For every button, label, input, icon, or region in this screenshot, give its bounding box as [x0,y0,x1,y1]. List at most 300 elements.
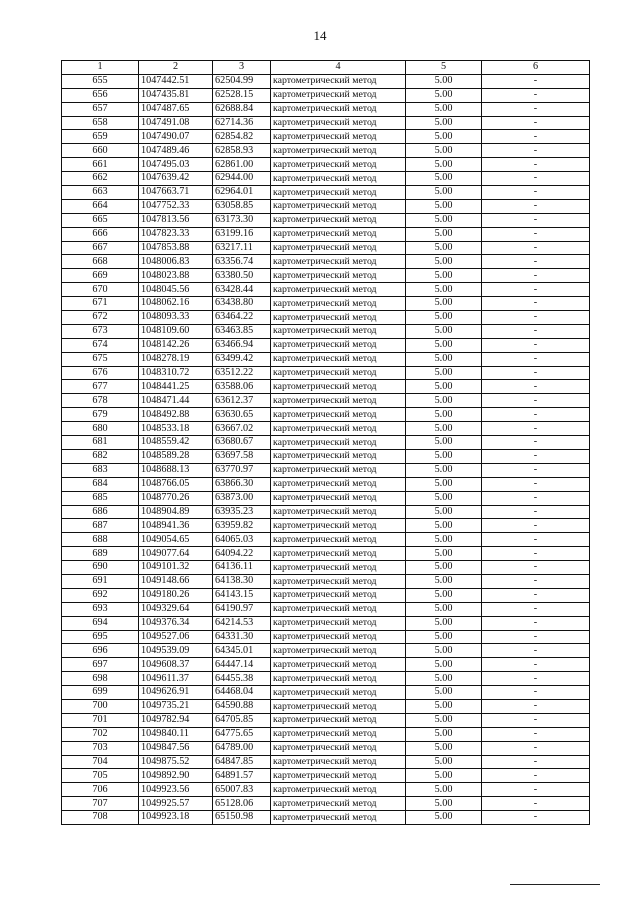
method-cell: картометрический метод [271,616,406,630]
x-coordinate-cell: 1047435.81 [139,88,213,102]
accuracy-cell: 5.00 [406,574,482,588]
point-number-cell: 667 [62,241,139,255]
column-header: 4 [271,61,406,75]
y-coordinate-cell: 63356.74 [213,255,271,269]
y-coordinate-cell: 63866.30 [213,477,271,491]
table-row [62,116,590,130]
y-coordinate-cell: 64590.88 [213,699,271,713]
point-number-cell: 656 [62,88,139,102]
accuracy-cell: 5.00 [406,241,482,255]
table-row [62,769,590,783]
description-cell: - [482,602,590,616]
point-number-cell: 670 [62,283,139,297]
method-cell: картометрический метод [271,144,406,158]
accuracy-cell: 5.00 [406,519,482,533]
x-coordinate-cell: 1048023.88 [139,269,213,283]
x-coordinate-cell: 1049608.37 [139,658,213,672]
method-cell: картометрический метод [271,769,406,783]
table-row [62,324,590,338]
method-cell: картометрический метод [271,241,406,255]
description-cell: - [482,213,590,227]
table-row [62,505,590,519]
method-cell: картометрический метод [271,741,406,755]
footer-rule [510,884,600,885]
accuracy-cell: 5.00 [406,449,482,463]
table-row [62,158,590,172]
x-coordinate-cell: 1048310.72 [139,366,213,380]
description-cell: - [482,547,590,561]
table-row [62,422,590,436]
table-row [62,311,590,325]
y-coordinate-cell: 63612.37 [213,394,271,408]
description-cell: - [482,436,590,450]
method-cell: картометрический метод [271,588,406,602]
table-row [62,630,590,644]
description-cell: - [482,144,590,158]
y-coordinate-cell: 63630.65 [213,408,271,422]
method-cell: картометрический метод [271,102,406,116]
description-cell: - [482,283,590,297]
method-cell: картометрический метод [271,88,406,102]
method-cell: картометрический метод [271,547,406,561]
description-cell: - [482,394,590,408]
method-cell: картометрический метод [271,699,406,713]
y-coordinate-cell: 63199.16 [213,227,271,241]
point-number-cell: 674 [62,338,139,352]
y-coordinate-cell: 64468.04 [213,686,271,700]
accuracy-cell: 5.00 [406,602,482,616]
table-row [62,727,590,741]
point-number-cell: 701 [62,713,139,727]
table-row [62,408,590,422]
description-cell: - [482,727,590,741]
accuracy-cell: 5.00 [406,491,482,505]
description-cell: - [482,408,590,422]
x-coordinate-cell: 1047442.51 [139,74,213,88]
coordinates-table [61,60,590,825]
method-cell: картометрический метод [271,227,406,241]
accuracy-cell: 5.00 [406,311,482,325]
point-number-cell: 692 [62,588,139,602]
page-number: 14 [313,28,327,43]
table-row [62,199,590,213]
x-coordinate-cell: 1048278.19 [139,352,213,366]
table-row [62,463,590,477]
y-coordinate-cell: 63217.11 [213,241,271,255]
accuracy-cell: 5.00 [406,644,482,658]
method-cell: картометрический метод [271,727,406,741]
description-cell: - [482,130,590,144]
table-row [62,213,590,227]
y-coordinate-cell: 64891.57 [213,769,271,783]
point-number-cell: 704 [62,755,139,769]
point-number-cell: 690 [62,561,139,575]
x-coordinate-cell: 1049847.56 [139,741,213,755]
header-row [62,61,590,75]
point-number-cell: 697 [62,658,139,672]
y-coordinate-cell: 65007.83 [213,783,271,797]
column-header: 6 [482,61,590,75]
table-row [62,241,590,255]
method-cell: картометрический метод [271,394,406,408]
accuracy-cell: 5.00 [406,213,482,227]
description-cell: - [482,477,590,491]
point-number-cell: 685 [62,491,139,505]
description-cell: - [482,783,590,797]
point-number-cell: 663 [62,186,139,200]
x-coordinate-cell: 1047813.56 [139,213,213,227]
table-row [62,574,590,588]
description-cell: - [482,769,590,783]
y-coordinate-cell: 64331.30 [213,630,271,644]
y-coordinate-cell: 62964.01 [213,186,271,200]
table-row [62,186,590,200]
method-cell: картометрический метод [271,519,406,533]
x-coordinate-cell: 1049892.90 [139,769,213,783]
x-coordinate-cell: 1048941.36 [139,519,213,533]
accuracy-cell: 5.00 [406,199,482,213]
description-cell: - [482,741,590,755]
accuracy-cell: 5.00 [406,158,482,172]
point-number-cell: 657 [62,102,139,116]
point-number-cell: 689 [62,547,139,561]
point-number-cell: 684 [62,477,139,491]
method-cell: картометрический метод [271,213,406,227]
x-coordinate-cell: 1047487.65 [139,102,213,116]
description-cell: - [482,324,590,338]
table-row [62,547,590,561]
table-row [62,380,590,394]
point-number-cell: 707 [62,797,139,811]
x-coordinate-cell: 1048589.28 [139,449,213,463]
x-coordinate-cell: 1047490.07 [139,130,213,144]
accuracy-cell: 5.00 [406,811,482,825]
column-header: 2 [139,61,213,75]
point-number-cell: 680 [62,422,139,436]
y-coordinate-cell: 65150.98 [213,811,271,825]
y-coordinate-cell: 63464.22 [213,311,271,325]
method-cell: картометрический метод [271,533,406,547]
accuracy-cell: 5.00 [406,727,482,741]
description-cell: - [482,311,590,325]
point-number-cell: 658 [62,116,139,130]
x-coordinate-cell: 1049148.66 [139,574,213,588]
table-row [62,283,590,297]
table-row [62,811,590,825]
accuracy-cell: 5.00 [406,408,482,422]
method-cell: картометрический метод [271,311,406,325]
method-cell: картометрический метод [271,352,406,366]
x-coordinate-cell: 1048006.83 [139,255,213,269]
y-coordinate-cell: 64775.65 [213,727,271,741]
description-cell: - [482,699,590,713]
table-body [62,74,590,824]
point-number-cell: 682 [62,449,139,463]
y-coordinate-cell: 63380.50 [213,269,271,283]
x-coordinate-cell: 1048559.42 [139,436,213,450]
point-number-cell: 679 [62,408,139,422]
point-number-cell: 668 [62,255,139,269]
accuracy-cell: 5.00 [406,130,482,144]
method-cell: картометрический метод [271,783,406,797]
method-cell: картометрический метод [271,449,406,463]
method-cell: картометрический метод [271,602,406,616]
accuracy-cell: 5.00 [406,463,482,477]
method-cell: картометрический метод [271,199,406,213]
table-row [62,102,590,116]
point-number-cell: 686 [62,505,139,519]
x-coordinate-cell: 1047823.33 [139,227,213,241]
x-coordinate-cell: 1048062.16 [139,297,213,311]
table-row [62,741,590,755]
accuracy-cell: 5.00 [406,755,482,769]
x-coordinate-cell: 1049923.56 [139,783,213,797]
table-row [62,713,590,727]
point-number-cell: 703 [62,741,139,755]
description-cell: - [482,74,590,88]
method-cell: картометрический метод [271,366,406,380]
accuracy-cell: 5.00 [406,255,482,269]
y-coordinate-cell: 64214.53 [213,616,271,630]
description-cell: - [482,519,590,533]
description-cell: - [482,797,590,811]
accuracy-cell: 5.00 [406,116,482,130]
x-coordinate-cell: 1049329.64 [139,602,213,616]
x-coordinate-cell: 1049077.64 [139,547,213,561]
method-cell: картометрический метод [271,74,406,88]
method-cell: картометрический метод [271,158,406,172]
point-number-cell: 672 [62,311,139,325]
x-coordinate-cell: 1048770.26 [139,491,213,505]
point-number-cell: 708 [62,811,139,825]
table-row [62,519,590,533]
column-header: 3 [213,61,271,75]
description-cell: - [482,186,590,200]
x-coordinate-cell: 1048533.18 [139,422,213,436]
method-cell: картометрический метод [271,561,406,575]
method-cell: картометрический метод [271,186,406,200]
point-number-cell: 655 [62,74,139,88]
y-coordinate-cell: 63466.94 [213,338,271,352]
accuracy-cell: 5.00 [406,686,482,700]
y-coordinate-cell: 63680.67 [213,436,271,450]
table-row [62,436,590,450]
point-number-cell: 666 [62,227,139,241]
description-cell: - [482,755,590,769]
accuracy-cell: 5.00 [406,547,482,561]
table-row [62,297,590,311]
point-number-cell: 691 [62,574,139,588]
table-row [62,797,590,811]
table-header [62,61,590,75]
x-coordinate-cell: 1049101.32 [139,561,213,575]
y-coordinate-cell: 64705.85 [213,713,271,727]
table-row [62,477,590,491]
y-coordinate-cell: 64847.85 [213,755,271,769]
y-coordinate-cell: 64065.03 [213,533,271,547]
table-row [62,644,590,658]
table-row [62,172,590,186]
accuracy-cell: 5.00 [406,658,482,672]
accuracy-cell: 5.00 [406,533,482,547]
accuracy-cell: 5.00 [406,324,482,338]
point-number-cell: 678 [62,394,139,408]
accuracy-cell: 5.00 [406,366,482,380]
x-coordinate-cell: 1047489.46 [139,144,213,158]
table-row [62,130,590,144]
x-coordinate-cell: 1049782.94 [139,713,213,727]
y-coordinate-cell: 63959.82 [213,519,271,533]
description-cell: - [482,533,590,547]
method-cell: картометрический метод [271,255,406,269]
x-coordinate-cell: 1049735.21 [139,699,213,713]
description-cell: - [482,116,590,130]
x-coordinate-cell: 1047752.33 [139,199,213,213]
description-cell: - [482,672,590,686]
y-coordinate-cell: 63697.58 [213,449,271,463]
method-cell: картометрический метод [271,436,406,450]
x-coordinate-cell: 1047853.88 [139,241,213,255]
y-coordinate-cell: 63512.22 [213,366,271,380]
x-coordinate-cell: 1049539.09 [139,644,213,658]
accuracy-cell: 5.00 [406,352,482,366]
description-cell: - [482,199,590,213]
description-cell: - [482,616,590,630]
accuracy-cell: 5.00 [406,741,482,755]
point-number-cell: 698 [62,672,139,686]
x-coordinate-cell: 1049527.06 [139,630,213,644]
point-number-cell: 661 [62,158,139,172]
method-cell: картометрический метод [271,755,406,769]
method-cell: картометрический метод [271,172,406,186]
y-coordinate-cell: 62528.15 [213,88,271,102]
point-number-cell: 664 [62,199,139,213]
method-cell: картометрический метод [271,422,406,436]
table-row [62,533,590,547]
table-row [62,658,590,672]
y-coordinate-cell: 65128.06 [213,797,271,811]
y-coordinate-cell: 63499.42 [213,352,271,366]
y-coordinate-cell: 63935.23 [213,505,271,519]
x-coordinate-cell: 1048688.13 [139,463,213,477]
description-cell: - [482,505,590,519]
description-cell: - [482,713,590,727]
table-row [62,269,590,283]
accuracy-cell: 5.00 [406,88,482,102]
point-number-cell: 694 [62,616,139,630]
method-cell: картометрический метод [271,505,406,519]
accuracy-cell: 5.00 [406,297,482,311]
table-row [62,338,590,352]
description-cell: - [482,588,590,602]
accuracy-cell: 5.00 [406,436,482,450]
method-cell: картометрический метод [271,380,406,394]
y-coordinate-cell: 62861.00 [213,158,271,172]
x-coordinate-cell: 1048142.26 [139,338,213,352]
column-header: 1 [62,61,139,75]
table-row [62,227,590,241]
method-cell: картометрический метод [271,630,406,644]
description-cell: - [482,380,590,394]
x-coordinate-cell: 1048093.33 [139,311,213,325]
x-coordinate-cell: 1048492.88 [139,408,213,422]
accuracy-cell: 5.00 [406,561,482,575]
accuracy-cell: 5.00 [406,672,482,686]
method-cell: картометрический метод [271,477,406,491]
method-cell: картометрический метод [271,338,406,352]
description-cell: - [482,269,590,283]
description-cell: - [482,463,590,477]
accuracy-cell: 5.00 [406,769,482,783]
accuracy-cell: 5.00 [406,102,482,116]
table-row [62,88,590,102]
y-coordinate-cell: 64143.15 [213,588,271,602]
y-coordinate-cell: 62858.93 [213,144,271,158]
description-cell: - [482,102,590,116]
description-cell: - [482,158,590,172]
description-cell: - [482,366,590,380]
x-coordinate-cell: 1049180.26 [139,588,213,602]
x-coordinate-cell: 1048109.60 [139,324,213,338]
accuracy-cell: 5.00 [406,283,482,297]
description-cell: - [482,338,590,352]
table-row [62,74,590,88]
x-coordinate-cell: 1048471.44 [139,394,213,408]
table-row [62,561,590,575]
point-number-cell: 660 [62,144,139,158]
y-coordinate-cell: 63173.30 [213,213,271,227]
y-coordinate-cell: 64345.01 [213,644,271,658]
table-row [62,144,590,158]
description-cell: - [482,574,590,588]
method-cell: картометрический метод [271,574,406,588]
method-cell: картометрический метод [271,713,406,727]
method-cell: картометрический метод [271,269,406,283]
x-coordinate-cell: 1049875.52 [139,755,213,769]
accuracy-cell: 5.00 [406,186,482,200]
y-coordinate-cell: 64447.14 [213,658,271,672]
accuracy-cell: 5.00 [406,713,482,727]
accuracy-cell: 5.00 [406,797,482,811]
point-number-cell: 687 [62,519,139,533]
accuracy-cell: 5.00 [406,630,482,644]
description-cell: - [482,241,590,255]
point-number-cell: 662 [62,172,139,186]
method-cell: картометрический метод [271,297,406,311]
table-row [62,783,590,797]
y-coordinate-cell: 64138.30 [213,574,271,588]
y-coordinate-cell: 63588.06 [213,380,271,394]
method-cell: картометрический метод [271,463,406,477]
y-coordinate-cell: 64136.11 [213,561,271,575]
accuracy-cell: 5.00 [406,74,482,88]
point-number-cell: 699 [62,686,139,700]
y-coordinate-cell: 63873.00 [213,491,271,505]
y-coordinate-cell: 63770.97 [213,463,271,477]
description-cell: - [482,561,590,575]
y-coordinate-cell: 62688.84 [213,102,271,116]
method-cell: картометрический метод [271,686,406,700]
point-number-cell: 665 [62,213,139,227]
y-coordinate-cell: 63438.80 [213,297,271,311]
x-coordinate-cell: 1047491.08 [139,116,213,130]
point-number-cell: 700 [62,699,139,713]
accuracy-cell: 5.00 [406,394,482,408]
x-coordinate-cell: 1049376.34 [139,616,213,630]
x-coordinate-cell: 1048904.89 [139,505,213,519]
accuracy-cell: 5.00 [406,588,482,602]
x-coordinate-cell: 1048441.25 [139,380,213,394]
